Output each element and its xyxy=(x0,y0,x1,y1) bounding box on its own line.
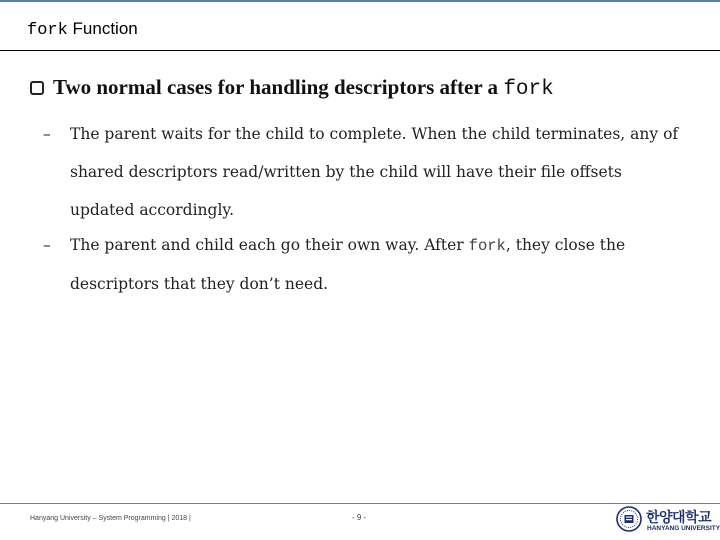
top-rule xyxy=(0,0,720,2)
sub-bullet-2-text-before: The parent and child each go their own way. After xyxy=(70,236,469,254)
checkbox-bullet-icon xyxy=(30,81,44,95)
footer-rule xyxy=(0,503,720,504)
sub-bullet-1 xyxy=(43,115,690,229)
university-logo xyxy=(616,506,720,534)
sub-bullet-2-text xyxy=(70,226,690,303)
main-bullet xyxy=(30,75,554,101)
page-number: - 9 - xyxy=(352,513,367,522)
dash-bullet-icon: – xyxy=(43,236,51,254)
header-code: fork xyxy=(27,21,68,40)
logo-english-text: HANYANG UNIVERSITY xyxy=(647,525,720,532)
sub-bullet-2-code: fork xyxy=(468,237,506,255)
university-seal-icon xyxy=(616,506,642,532)
header-rule xyxy=(0,50,720,51)
main-bullet-text: Two normal cases for handling descriptors after a xyxy=(53,75,504,99)
logo-korean-text: 한양대학교 xyxy=(646,510,712,526)
sub-bullet-2-text-after: , they close the descriptors that they don’t need. xyxy=(70,236,626,293)
footer-course: Hanyang University – System Programming | 2018 | xyxy=(30,515,191,522)
sub-bullet-1-text: The parent waits for the child to complete. When the child terminates, any of shared descriptors read/written by the child will have their file offsets updated accordingly. xyxy=(70,125,679,219)
header-title: Function xyxy=(67,19,138,38)
slide-header xyxy=(27,19,138,40)
dash-bullet-icon: – xyxy=(43,125,51,143)
main-bullet-code: fork xyxy=(503,78,554,101)
sub-bullet-2 xyxy=(43,226,690,303)
